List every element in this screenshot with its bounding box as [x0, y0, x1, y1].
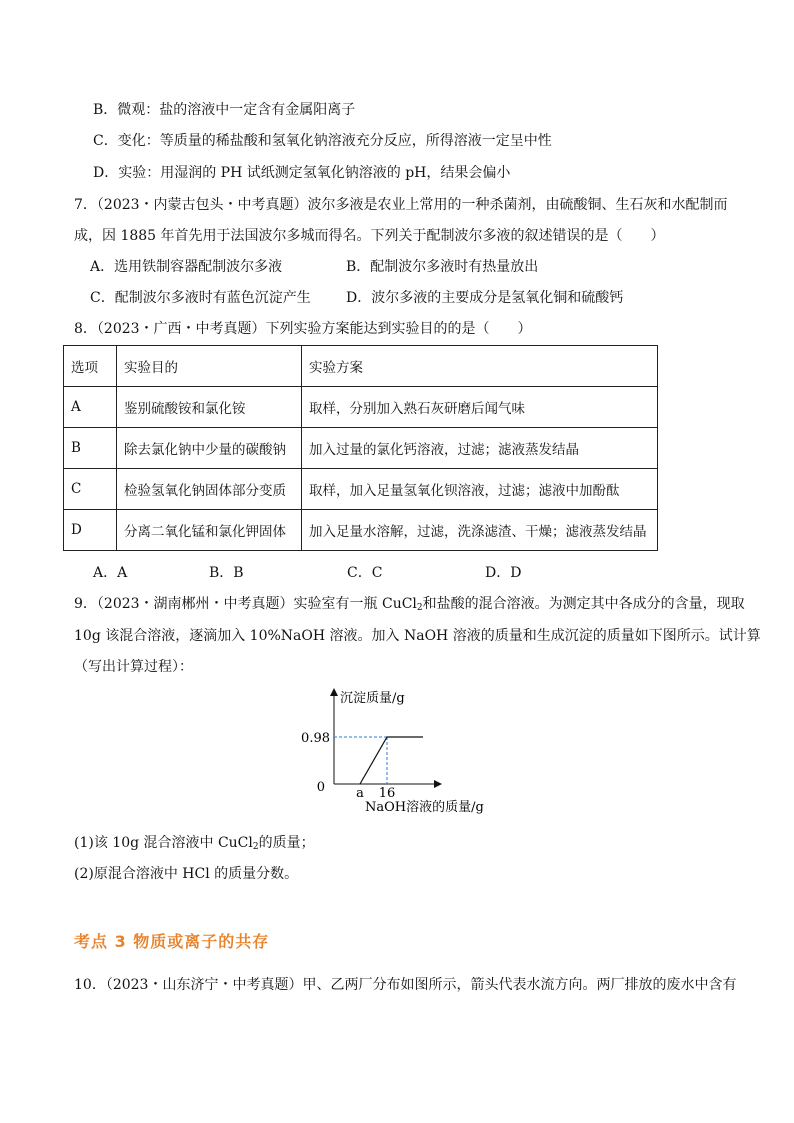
q6-option-c: C．变化：等质量的稀盐酸和氢氧化钠溶液充分反应，所得溶液一定呈中性	[93, 133, 552, 149]
q8-option-c: C．C	[347, 565, 383, 581]
table-cell: C	[64, 469, 117, 510]
table-header-cell: 实验目的	[117, 346, 302, 387]
q9-stem-line2: 10g 该混合溶液，逐滴加入 10%NaOH 溶液。加入 NaOH 溶液的质量和生成沉淀的质量如下图所示。试计算	[74, 628, 761, 644]
q8-option-b: B．B	[209, 565, 244, 581]
y-tick-label: 0	[316, 780, 325, 795]
table-cell: 鉴别硫酸铵和氯化铵	[117, 387, 302, 428]
table-header-cell: 实验方案	[302, 346, 658, 387]
table-cell: B	[64, 428, 117, 469]
q7-option-a: A．选用铁制容器配制波尔多液	[90, 259, 283, 275]
q8-table	[63, 345, 658, 551]
x-axis-label: NaOH溶液的质量/g	[365, 800, 484, 815]
q6-option-b: B．微观：盐的溶液中一定含有金属阳离子	[93, 102, 356, 118]
q8-stem: 8．（2023・广西・中考真题）下列实验方案能达到实验目的的是（ ）	[74, 321, 532, 337]
table-cell: A	[64, 387, 117, 428]
x-tick-label: a	[356, 786, 364, 801]
table-cell: 加入过量的氯化钙溶液，过滤；滤液蒸发结晶	[302, 428, 658, 469]
section-heading: 考点 3 物质或离子的共存	[74, 932, 270, 951]
q9-stem-line3: （写出计算过程）：	[74, 659, 193, 675]
q7-option-b: B．配制波尔多液时有热量放出	[346, 259, 539, 275]
y-axis-label: 沉淀质量/g	[340, 691, 405, 706]
q7-option-d: D．波尔多液的主要成分是氢氧化铜和硫酸钙	[346, 290, 624, 306]
table-header-cell: 选项	[64, 346, 117, 387]
q9-stem-line1: 9．（2023・湖南郴州・中考真题）实验室有一瓶 CuCl$_2$和盐酸的混合溶液。为测定其中各成分的含量，现取	[74, 596, 745, 613]
table-cell: 检验氢氧化钠固体部分变质	[117, 469, 302, 510]
table-cell: 除去氯化钠中少量的碳酸钠	[117, 428, 302, 469]
q7-stem-line2: 成，因 1885 年首先用于法国波尔多城而得名。下列关于配制波尔多液的叙述错误的是（ ）	[74, 228, 665, 244]
q6-option-d: D．实验：用湿润的 PH 试纸测定氢氧化钠溶液的 pH，结果会偏小	[93, 165, 511, 181]
q7-option-c: C．配制波尔多液时有蓝色沉淀产生	[90, 290, 311, 306]
x-tick-label: 16	[378, 786, 396, 801]
table-row	[64, 387, 658, 428]
series-line	[360, 737, 423, 784]
table-row	[64, 428, 658, 469]
table-cell: 加入足量水溶解，过滤，洗涤滤渣、干燥；滤液蒸发结晶	[302, 510, 658, 551]
table-cell: 取样，加入足量氢氧化钡溶液，过滤；滤液中加酚酞	[302, 469, 658, 510]
q7-stem-line1: 7．（2023・内蒙古包头・中考真题）波尔多液是农业上常用的一种杀菌剂，由硫酸铜、生石灰和水配制而	[74, 197, 728, 213]
table-cell: D	[64, 510, 117, 551]
precipitate-chart	[290, 680, 530, 820]
table-header-row	[64, 346, 658, 387]
q9-part-1: (1)该 10g 混合溶液中 CuCl$_2$的质量；	[74, 835, 315, 852]
table-cell: 取样，分别加入熟石灰研磨后闻气味	[302, 387, 658, 428]
y-tick-label: 0.98	[301, 731, 330, 746]
table-row	[64, 510, 658, 551]
q10-stem-line1: 10．（2023・山东济宁・中考真题）甲、乙两厂分布如图所示，箭头代表水流方向。两厂排放的废水中含有	[74, 977, 737, 993]
table-cell: 分离二氧化锰和氯化钾固体	[117, 510, 302, 551]
q8-option-d: D．D	[485, 565, 522, 581]
q9-part-2: (2)原混合溶液中 HCl 的质量分数。	[74, 866, 299, 882]
q8-option-a: A．A	[93, 565, 128, 581]
table-row	[64, 469, 658, 510]
